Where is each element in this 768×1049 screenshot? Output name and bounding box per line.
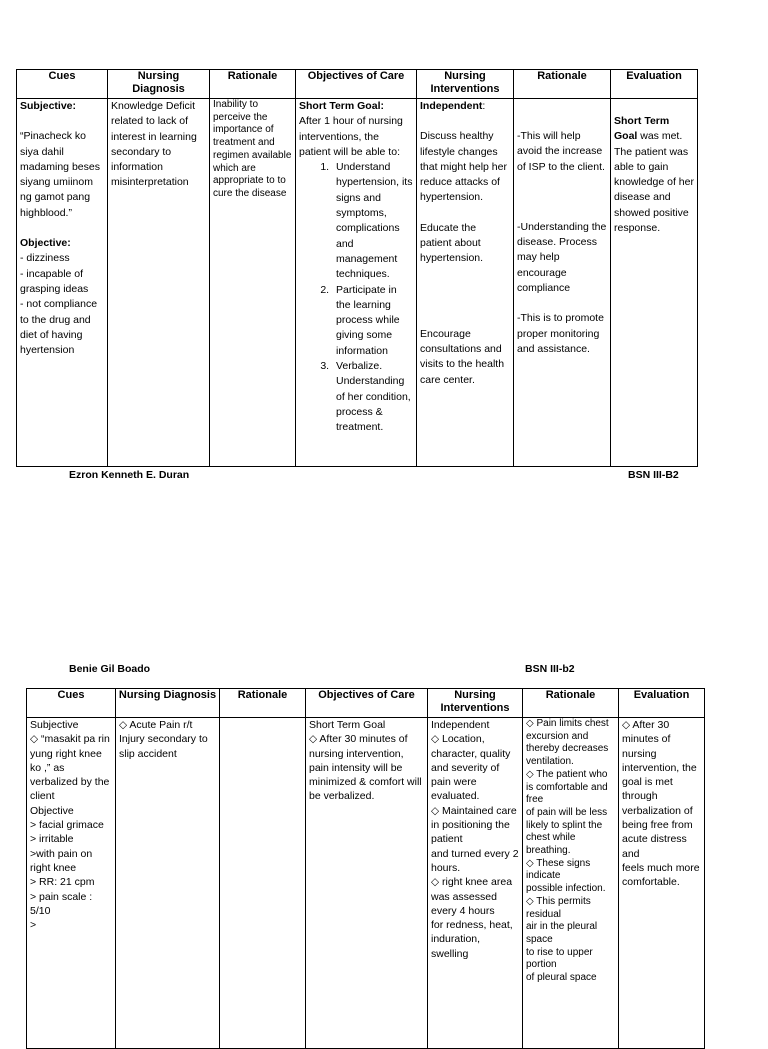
header-cues: Cues — [17, 70, 108, 99]
rationale-2-item-2: -Understanding the disease. Process may help encourage compliance — [517, 220, 607, 295]
objectives-list — [299, 160, 413, 435]
evaluation-text: ◇ After 30 minutes of nursing intervention, the goal is met through verbalization of being free from acute distress and feels much more comfortable. — [622, 719, 700, 889]
intervention-1: Discuss healthy lifestyle changes that might help her reduce attacks of hypertension. — [420, 130, 507, 204]
header-rationale-2: Rationale — [523, 689, 619, 718]
header-nursing-diagnosis: Nursing Diagnosis — [108, 70, 210, 99]
diagnosis-cell — [116, 718, 220, 1049]
interventions-cell — [428, 718, 523, 1049]
header-objectives-of-care: Objectives of Care — [306, 689, 428, 718]
intervention-3: Encourage consultations and visits to the health care center. — [420, 327, 505, 386]
header-rationale-2: Rationale — [514, 70, 611, 99]
table-row — [17, 99, 698, 467]
care-plan-table-1 — [16, 69, 698, 467]
objectives-text: Short Term Goal ◇ After 30 minutes of nursing intervention, pain intensity will be minimized & comfort will be verbalized. — [309, 719, 422, 803]
rationale-cell — [210, 99, 296, 467]
intervention-2: Educate the patient about hypertension. — [420, 221, 484, 265]
author-name-2: Benie Gil Boado — [69, 663, 151, 675]
rationale-text: Inability to perceive the importance of treatment and regimen available which are appropriate to to cure the disease — [213, 99, 292, 199]
diagnosis-text: ◇ Acute Pain r/t Injury secondary to slip accident — [119, 719, 208, 760]
diagnosis-text: Knowledge Deficit related to lack of interest in learning secondary to information misinterpretation — [111, 100, 197, 189]
cues-cell — [17, 99, 108, 467]
rationale-2-cell — [523, 718, 619, 1049]
list-item: 3. Verbalize. Understanding of her condition, process & treatment. — [332, 359, 413, 435]
header-nursing-diagnosis: Nursing Diagnosis — [116, 689, 220, 718]
diagnosis-cell — [108, 99, 210, 467]
evaluation-text: was met. The patient was able to gain knowledge of her disease and showed positive response. — [614, 130, 694, 235]
subjective-label: Subjective: — [20, 100, 77, 112]
rationale-2-text: ◇ Pain limits chest excursion and thereby decreases ventilation. ◇ The patient who is comfortable and free of pain will be less likely to splint the chest while breathing. ◇ These signs indicate possible infection. ◇ This permits residual air in the pleural space to rise to upper portion of pleural space — [526, 718, 609, 984]
header-nursing-interventions: Nursing Interventions — [428, 689, 523, 718]
table-row — [27, 718, 705, 1049]
rationale-2-cell — [514, 99, 611, 467]
short-term-goal-label: Short Term Goal: — [299, 100, 384, 112]
objectives-cell — [306, 718, 428, 1049]
header-evaluation: Evaluation — [611, 70, 698, 99]
section-label-2: BSN III-b2 — [525, 663, 575, 675]
care-plan-table-2 — [26, 688, 705, 1049]
section-label-1: BSN III-B2 — [628, 469, 679, 481]
evaluation-cell — [619, 718, 705, 1049]
cues-cell — [27, 718, 116, 1049]
rationale-2-item-1: -This will help avoid the increase of ISP to the client. — [517, 130, 605, 173]
objectives-intro: After 1 hour of nursing interventions, the patient will be able to: — [299, 115, 403, 158]
header-rationale: Rationale — [220, 689, 306, 718]
evaluation-goal-label: Short Term Goal — [614, 115, 670, 143]
rationale-2-item-3: -This is to promote proper monitoring and assistance. — [517, 312, 604, 355]
header-objectives-of-care: Objectives of Care — [296, 70, 417, 99]
objectives-cell — [296, 99, 417, 467]
cues-text: Subjective ◇ “masakit pa rin yung right knee ko ,” as verbalized by the client Objective > facial grimace > irritable >with pain on right knee > RR: 21 cpm > pain scale : 5/10 > — [30, 719, 110, 932]
table-header-row — [27, 689, 705, 718]
interventions-text: Independent ◇ Location, character, quality and severity of pain were evaluated. ◇ Maintained care in positioning the patient and turned every 2 hours. ◇ right knee area was assessed every 4 hours for redness, heat, induration, swelling — [431, 719, 519, 960]
author-name-1: Ezron Kenneth E. Duran — [69, 469, 190, 481]
rationale-cell — [220, 718, 306, 1049]
objective-text: - dizziness - incapable of grasping ideas - not compliance to the drug and diet of having hyertension — [20, 252, 98, 357]
table-header-row — [17, 70, 698, 99]
list-item: 1. Understand hypertension, its signs and symptoms, complications and management techniques. — [332, 160, 413, 282]
evaluation-cell — [611, 99, 698, 467]
header-cues: Cues — [27, 689, 116, 718]
header-nursing-interventions: Nursing Interventions — [417, 70, 514, 99]
interventions-cell — [417, 99, 514, 467]
header-evaluation: Evaluation — [619, 689, 705, 718]
list-item: 2. Participate in the learning process while giving some information — [332, 283, 413, 359]
objective-label: Objective: — [20, 237, 71, 250]
subjective-text: “Pinacheck ko siya dahil madaming beses siyang umiinom ng gamot pang highblood.” — [20, 130, 100, 219]
independent-colon: : — [482, 100, 486, 112]
independent-label: Independent — [420, 100, 483, 112]
header-rationale: Rationale — [210, 70, 296, 99]
